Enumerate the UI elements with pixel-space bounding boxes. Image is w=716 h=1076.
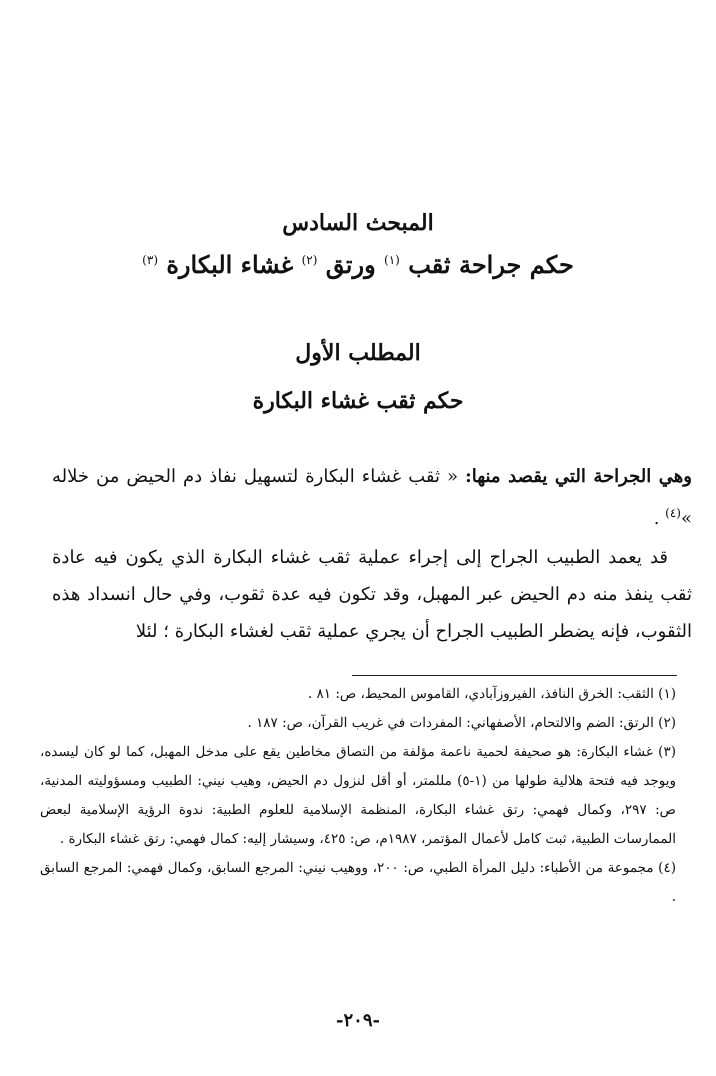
footnote-ref-3: (٣) bbox=[142, 253, 158, 267]
subsection-title: المطلب الأول bbox=[295, 340, 421, 366]
footnote-4: (٤) مجموعة من الأطباء: دليل المرأة الطبي، ص: ٢٠٠، ووهيب نيني: المرجع السابق، وكمال فهمي: المرجع السابق . bbox=[40, 860, 676, 905]
subsection-heading: حكم ثقب غشاء البكارة bbox=[252, 388, 464, 414]
footnote-divider bbox=[352, 675, 677, 676]
footnote-ref-2: (٢) bbox=[301, 253, 318, 267]
footnote-ref-1: (١) bbox=[384, 253, 400, 267]
footnote-ref-4: (٤) bbox=[665, 506, 681, 520]
page-number: -٢٠٩- bbox=[336, 1010, 380, 1031]
footnotes bbox=[40, 680, 676, 912]
ruling-title bbox=[0, 250, 716, 279]
paragraph-lead: وهي الجراحة التي يقصد منها: bbox=[465, 466, 692, 487]
ruling-title-part3: غشاء البكارة bbox=[166, 250, 294, 279]
paragraph-end: . bbox=[653, 508, 666, 529]
paragraph-quote: « ثقب غشاء البكارة لتسهيل نفاذ دم الحيض من خلاله » bbox=[52, 466, 692, 529]
footnote-2: (٢) الرتق: الضم والالتحام، الأصفهاني: المفردات في غريب القرآن، ص: ١٨٧ . bbox=[247, 715, 676, 731]
section-title: المبحث السادس bbox=[282, 210, 434, 236]
paragraph-definition bbox=[52, 458, 692, 537]
ruling-title-part2: ورتق bbox=[325, 250, 376, 279]
footnote-1: (١) الثقب: الخرق النافذ، الفيروزآبادي، القاموس المحيط، ص: ٨١ . bbox=[307, 686, 676, 702]
footnote-3: (٣) غشاء البكارة: هو صحيفة لحمية ناعمة مؤلفة من التصاق مخاطين يقع على مدخل المهبل، كما لو كان ليسده، ويوجد فيه فتحة هلالية طولها من (١-٥) مللمتر، أو أقل لنزول دم الحيض، وهيب نيني: الطبيب ومسؤوليته المدنية، ص: ٢٩٧، وكمال فهمي: رتق غشاء البكارة، المنظمة الإسلامية للعلوم الطبية: ندوة الرؤية الإسلامية لبعض الممارسات الطبية، ثبت كامل لأعمال المؤتمر، ١٩٨٧م، ص: ٤٢٥، وسيشار إليه: كمال فهمي: رتق غشاء البكارة . bbox=[40, 744, 676, 847]
ruling-title-part1: حكم جراحة ثقب bbox=[408, 250, 574, 279]
paragraph-body: قد يعمد الطبيب الجراح إلى إجراء عملية ثقب غشاء البكارة الذي يكون فيه عادة ثقب ينفذ منه دم الحيض عبر المهبل، وقد تكون فيه عدة ثقوب، وفي حال انسداد هذه الثقوب، فإنه يضطر الطبيب الجراح أن يجري عملية ثقب لغشاء البكارة ؛ لئلا bbox=[52, 547, 692, 642]
